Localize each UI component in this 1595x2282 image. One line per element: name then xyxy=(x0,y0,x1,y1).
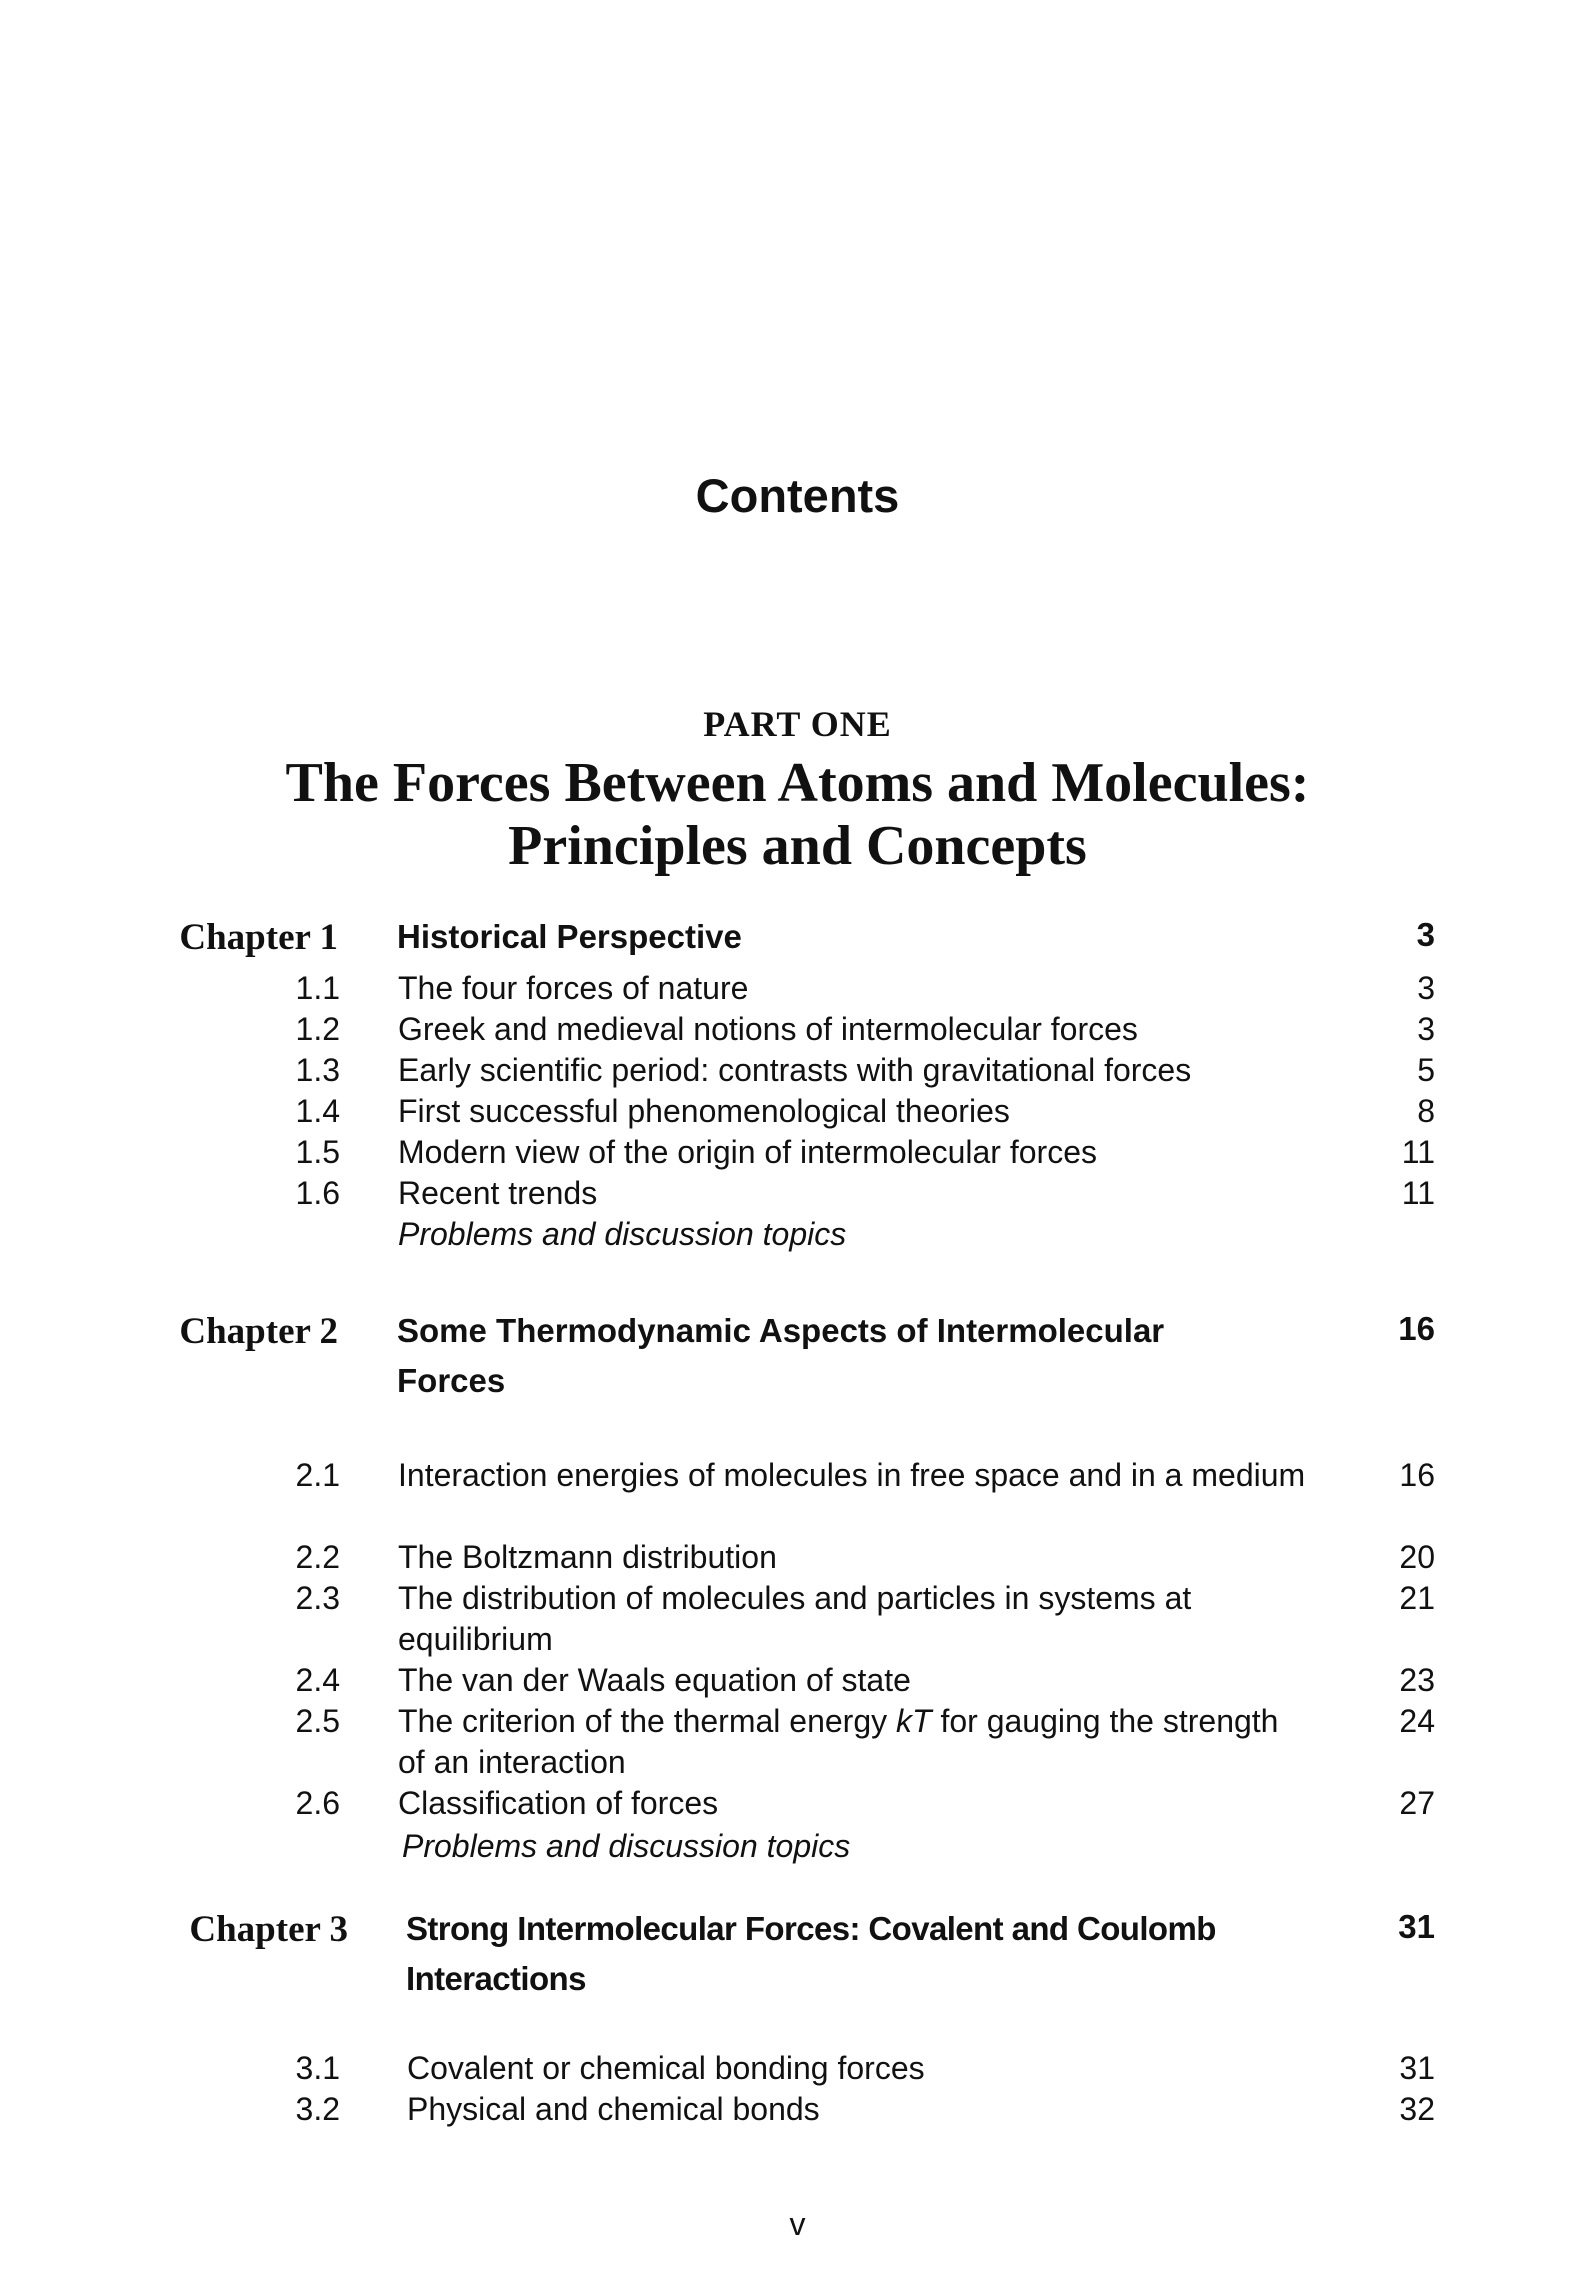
page-number: v xyxy=(789,2206,806,2242)
section-page: 5 xyxy=(1417,1052,1435,1088)
section-page: 21 xyxy=(1399,1580,1435,1616)
section-page: 27 xyxy=(1399,1785,1435,1821)
section-title: Recent trends xyxy=(398,1175,598,1211)
section-title: Early scientific period: contrasts with gravitational forces xyxy=(398,1052,1192,1088)
section-number: 1.3 xyxy=(295,1052,340,1088)
section-title: Modern view of the origin of intermolecular forces xyxy=(398,1134,1097,1170)
chapter-label: Chapter 2 xyxy=(179,1311,338,1352)
section-title: Greek and medieval notions of intermolecular forces xyxy=(398,1011,1138,1047)
section-page: 11 xyxy=(1401,1175,1435,1211)
section-page: 31 xyxy=(1399,2050,1435,2086)
section-title: Interaction energies of molecules in free space and in a medium xyxy=(398,1457,1306,1493)
section-page: 3 xyxy=(1417,970,1435,1006)
section-number: 1.1 xyxy=(295,970,340,1006)
chapter-page: 31 xyxy=(1398,1908,1435,1945)
section-title-part: The criterion of the thermal energy xyxy=(398,1703,897,1739)
problems-title: Problems and discussion topics xyxy=(398,1216,847,1252)
page-title: Contents xyxy=(695,469,900,522)
section-number: 1.6 xyxy=(295,1175,340,1211)
section-page: 3 xyxy=(1417,1011,1435,1047)
section-page: 32 xyxy=(1399,2091,1435,2127)
section-number: 2.5 xyxy=(295,1703,340,1739)
section-number: 2.3 xyxy=(295,1580,340,1616)
chapter-title: Historical Perspective xyxy=(397,918,742,955)
section-title: The Boltzmann distribution xyxy=(398,1539,777,1575)
section-page: 23 xyxy=(1399,1662,1435,1698)
section-title: Physical and chemical bonds xyxy=(407,2091,820,2127)
section-number: 1.5 xyxy=(295,1134,340,1170)
section-title: Covalent or chemical bonding forces xyxy=(407,2050,925,2086)
section-title: First successful phenomenological theories xyxy=(398,1093,1010,1129)
section-number: 2.4 xyxy=(295,1662,340,1698)
section-page: 24 xyxy=(1399,1703,1435,1739)
section-number: 2.2 xyxy=(295,1539,340,1575)
section-title-part: for gauging the strength of an interaction xyxy=(398,1703,1279,1780)
section-title xyxy=(398,1701,1298,1783)
part-title-line-2: Principles and Concepts xyxy=(508,815,1087,877)
section-number: 3.1 xyxy=(295,2050,340,2086)
chapter-page: 16 xyxy=(1398,1310,1435,1347)
chapter-label: Chapter 3 xyxy=(189,1909,348,1950)
section-title: The distribution of molecules and particles in systems at equilibrium xyxy=(398,1580,1192,1657)
section-number: 2.6 xyxy=(295,1785,340,1821)
chapter-page: 3 xyxy=(1416,916,1435,953)
section-page: 8 xyxy=(1417,1093,1435,1129)
part-label: PART ONE xyxy=(703,704,892,744)
section-title: The four forces of nature xyxy=(398,970,749,1006)
section-number: 1.4 xyxy=(295,1093,340,1129)
section-number: 2.1 xyxy=(295,1457,340,1493)
chapter-title: Some Thermodynamic Aspects of Intermolecular Forces xyxy=(397,1312,1165,1399)
section-number: 1.2 xyxy=(295,1011,340,1047)
section-page: 11 xyxy=(1401,1134,1435,1170)
section-title: Classification of forces xyxy=(398,1785,719,1821)
problems-title: Problems and discussion topics xyxy=(402,1828,851,1864)
chapter-title: Strong Intermolecular Forces: Covalent and Coulomb Interactions xyxy=(406,1910,1216,1997)
chapter-label: Chapter 1 xyxy=(179,917,338,958)
section-page: 20 xyxy=(1399,1539,1435,1575)
part-title-line-1: The Forces Between Atoms and Molecules: xyxy=(285,752,1310,814)
kt-variable: kT xyxy=(896,1703,932,1739)
section-page: 16 xyxy=(1399,1457,1435,1493)
section-number: 3.2 xyxy=(295,2091,340,2127)
part-title xyxy=(0,752,1595,878)
section-title: The van der Waals equation of state xyxy=(398,1662,911,1698)
